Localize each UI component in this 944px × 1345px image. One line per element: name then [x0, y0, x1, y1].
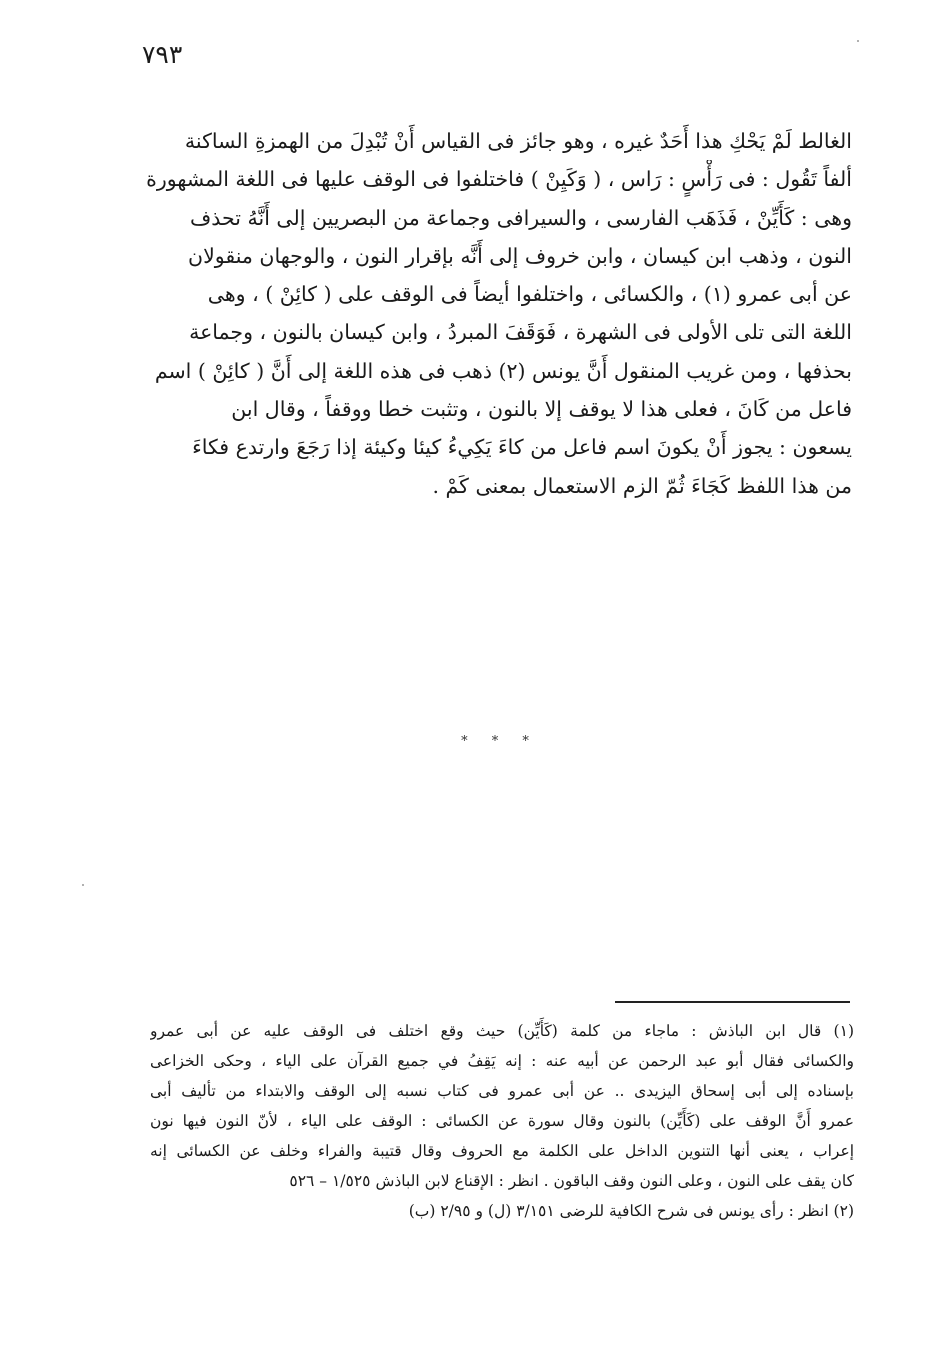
footnotes: [150, 1016, 854, 1226]
footnote-divider: [615, 1001, 850, 1003]
body-line: عن أبى عمرو (١) ، والكسائى ، واختلفوا أيضاً فى الوقف على ( كائِنْ ) ، وهى: [207, 282, 852, 307]
footnote-line: بإسناده إلى أبى إسحاق اليزيدى .. عن أبى عمرو فى كتاب نسبه إلى الوقف والابتداء من تأليف أبى: [150, 1082, 854, 1100]
scan-speck: [82, 884, 84, 886]
body-line: فاعل من كَانَ ، فعلى هذا لا يوقف إلا بالنون ، وتثبت خطا ووقفاً ، وقال ابن: [231, 397, 852, 422]
footnote-line: عمرو أَنَّ الوقف على (كَأَيِّن) بالنون وقال سورة عن الكسائى : الوقف على الياء ، لأنّ النون فيها نون: [150, 1112, 854, 1130]
body-line: النون ، وذهب ابن كيسان ، وابن خروف إلى أَنَّه بإقرار النون ، والوجهان منقولان: [188, 243, 852, 268]
footnote-line: (٢) انظر : رأى يونس فى شرح الكافية للرضى ٣/١٥١ (ل) و ٢/٩٥ (ب): [408, 1202, 854, 1220]
page-number: ٧٩٣: [142, 40, 183, 69]
footnote-line: إعراب ، يعنى أنها التنوين الداخل على الكلمة مع الحروف وقال قتيبة والفراء وخلف عن الكسائى إنه: [150, 1142, 854, 1160]
body-line: يسعون : يجوز أَنْ يكونَ اسم فاعل من كاءَ يَكِيءُ كيئا وكيئة إذا رَجَعَ وارتدع فكاءَ: [192, 435, 852, 460]
footnote-line: كان يقف على النون ، وعلى النون وقف الباقون . انظر : الإقناع لابن الباذش ١/٥٢٥ – ٥٢٦: [289, 1172, 854, 1190]
body-line: وهى : كَأَيِّنْ ، فَذَهَب الفارسى ، والسيرافى وجماعة من البصريين إلى أَنَّهُ تحذف: [190, 205, 852, 230]
body-line: ألفاً تَقُول : فى رَأْسٍ : رَاس ، ( وَكَيِنْ ) فاختلفوا فى الوقف عليها فى اللغة المشهورة: [146, 167, 852, 192]
section-separator: * * *: [461, 734, 539, 749]
footnote-line: والكسائى فقال أبو عبد الرحمن عن أبيه عنه : إنه يَقِفُ في جميع القرآن على الياء ، وحكى الخزاعى: [150, 1052, 854, 1070]
body-line: الغالط لَمْ يَحْكِ هذا أَحَدٌ غيره ، وهو جائز فى القياس أَنْ تُبْدِلَ من الهمزةِ الساكنة: [184, 129, 852, 153]
body-line: بحذفها ، ومن غريب المنقول أَنَّ يونس (٢) ذهب فى هذه اللغة إلى أَنَّ ( كائِنْ ) اسم: [154, 358, 852, 383]
main-body-text: [146, 122, 852, 505]
body-line: من هذا اللفظ كَجَاءَ ثُمّ الزم الاستعمال بمعنى كَمْ .: [432, 473, 852, 498]
body-line: اللغة التى تلى الأولى فى الشهرة ، فَوَقَفَ المبردُ ، وابن كيسان بالنون ، وجماعة: [189, 320, 852, 345]
footnote-line: (١) قال ابن الباذش : ماجاء من كلمة (كَأَيِّن) حيث وقع اختلف فى الوقف عليه عن أبى عمرو: [150, 1022, 854, 1040]
scan-speck: [857, 40, 859, 42]
